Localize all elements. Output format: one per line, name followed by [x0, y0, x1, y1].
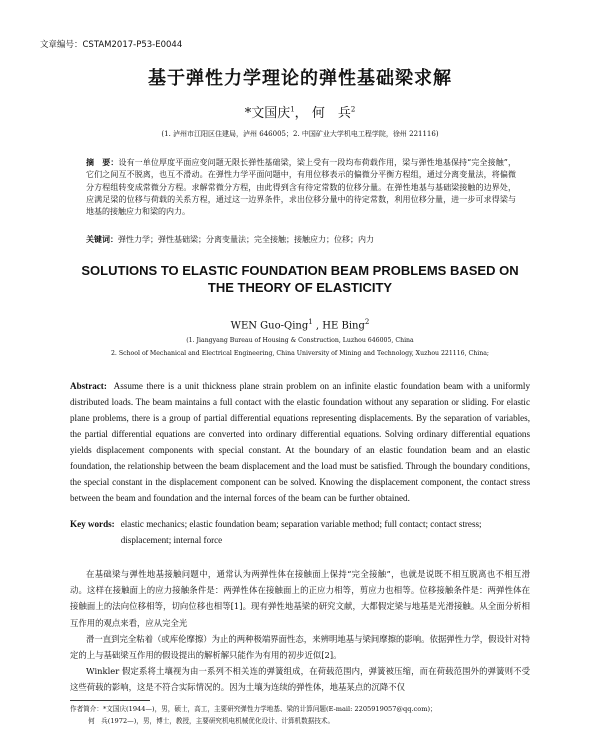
english-authors — [0, 318, 600, 331]
english-abstract-text: Assume there is a unit thickness plane strain problem on an infinite elastic foundation beam with a uniformly distributed loads. The beam maintains a full contact with the elastic foundation without any separation or sliding. For elastic plane problems, there is a group of partial differential equations representing displacements. By the separation of variables, the partial differential equations are converted into ordinary differential equations. Solving ordinary differential equations yields displacement components with special constant. At the boundary of an elastic foundation beam and an elastic foundation, the relationship between the beam displacement and the load must be satisfied. Through the boundary conditions, the special constant in the displacement component can be solved. Knowing the displacement component, the contact stress between the beam and foundation and the internal forces of the beam can be further obtained. — [70, 381, 530, 503]
footnote-1: 作者简介：*文国庆(1944—)，男，硕士，高工，主要研究弹性力学地基、梁的计算问题(E-mail: 2205919057@qq.com)； — [70, 705, 437, 713]
english-abstract-label: Abstract: — [70, 381, 107, 391]
chinese-authors: *文国庆$^1$， 何 兵$^2$ — [244, 105, 356, 121]
footnote-rule — [70, 700, 150, 701]
english-abstract — [70, 378, 530, 506]
author1-en: WEN Guo-Qing — [230, 320, 309, 332]
english-keywords-text: elastic mechanics; elastic foundation beam; separation variable method; full contact; contact stress; displacement; internal force — [120, 519, 482, 545]
footnote-2: 何 兵(1972—)，男，博士，教授，主要研究机电机械优化设计、计算机数据技术。 — [88, 717, 335, 725]
english-affiliation-1: (1. Jiangyang Bureau of Housing & Construction, Luzhou 646005, China — [186, 337, 414, 344]
article-number: 文章编号：CSTAM2017-P53-E0044 — [40, 40, 183, 50]
english-keywords-label: Key words: — [70, 519, 115, 529]
author1-cn: 文国庆 — [251, 106, 291, 121]
chinese-abstract-text: 设有一单位厚度平面应变问题无限长弹性基础梁，梁上受有一段均布荷载作用，梁与弹性地基保持“完全接触”，它们之间互不脱离，也互不滑动。在弹性力学平面问题中，有用位移表示的偏微分平衡方程组，通过分离变量法，将偏微分方程组转变成常微分方程。求解常微分方程，由此得到含有待定常数的位移分量。在弹性地基与基础梁接触的边界处，应满足梁的位移与荷载的关系方程，通过这一边界条件，求出位移分量中的待定常数，利用位移分量，进一步可求得梁与地基的接触应力和梁的内力。 — [86, 158, 517, 217]
author2-en-sup: 2 — [364, 318, 370, 326]
english-keywords — [70, 517, 530, 548]
author2-en: HE Bing — [322, 320, 365, 332]
body-paragraph-2: 滑一直到完全粘着（或库伦摩擦）为止的两种极端界面性态，来辨明地基与梁间摩擦的影响。依据弹性力学，假设针对特定的上与基础梁互作用的假设提出的解析解只能作为有用的初步近似[2]。 — [70, 633, 530, 661]
author1-marker: * — [244, 106, 252, 121]
english-affiliation-2: 2. School of Mechanical and Electrical Engineering, China University of Mining and Technology, Xuzhou 221116, China; — [110, 350, 490, 357]
author-separator: , — [312, 320, 323, 332]
author2-sup: 2 — [350, 105, 356, 114]
author1-sup: 1 — [290, 105, 295, 114]
body-paragraph-3: Winkler 假定系将土壤视为由一系列不相关连的弹簧组成，在荷载范围内，弹簧被压缩，而在荷载范围外的弹簧则不受这些荷载的影响，这是不符合实际情况的。因为土壤为连续的弹性体，地基某点的沉降不仅 — [70, 666, 530, 693]
chinese-title: 基于弹性力学理论的弹性基础梁求解 — [148, 68, 452, 89]
chinese-keywords — [86, 233, 516, 246]
chinese-affiliations: (1. 泸州市江阳区住建局，泸州 646005；2. 中国矿业大学机电工程学院，徐州 221116) — [161, 130, 439, 138]
chinese-abstract-label: 摘 要： — [86, 158, 119, 167]
body-paragraph-1: 在基础梁与弹性地基接触问题中，通常认为两弹性体在接触面上保持“完全接触”，也就是说既不相互脱离也不相互滑动。这样在接触面上的应力接触条件是：两弹性体在接触面上的正应力相等，剪应力也相等。位移接触条件是：两弹性体在接触面上的法向位移相等，切向位移也相等[1]。现有弹性地基梁的研究文献，大都假定梁与地基是光滑接触。从全面分析相互作用的观点来看，应从完全光 — [70, 569, 530, 628]
english-title-line1: SOLUTIONS TO ELASTIC FOUNDATION BEAM PROBLEMS BASED ON — [81, 263, 519, 278]
english-title — [0, 262, 600, 296]
author2-cn: 何 兵 — [311, 106, 351, 121]
chinese-keywords-label: 关键词： — [86, 234, 118, 244]
author1-en-sup: 1 — [308, 318, 313, 326]
body-text — [70, 566, 530, 696]
chinese-abstract — [86, 157, 516, 218]
chinese-keywords-text: 弹性力学；弹性基础梁；分离变量法；完全接触；接触应力；位移；内力 — [118, 235, 374, 244]
english-title-line2: THE THEORY OF ELASTICITY — [207, 280, 393, 295]
